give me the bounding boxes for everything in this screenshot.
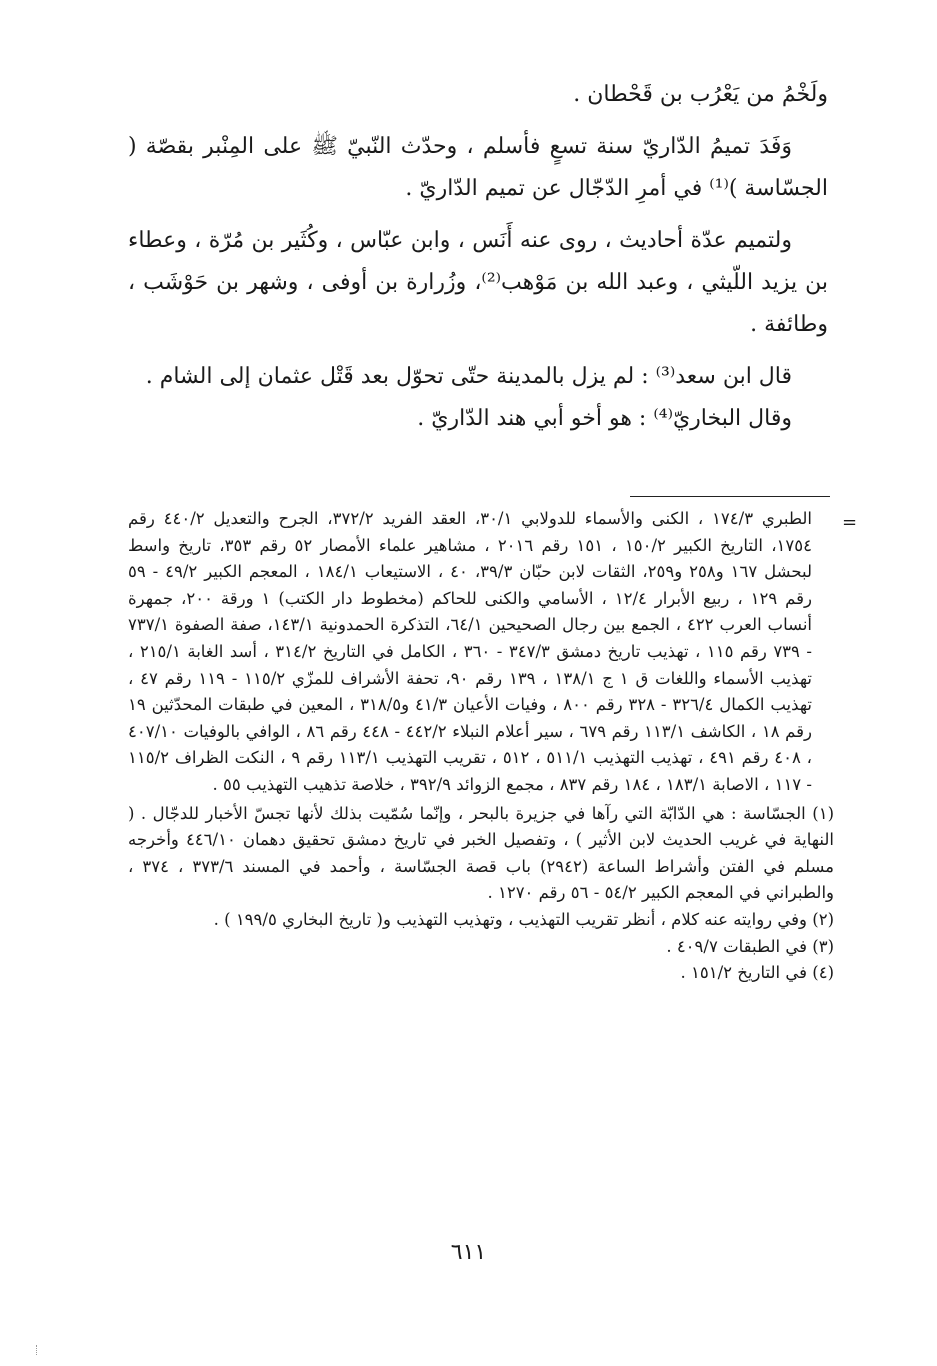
footnote-3: (٣) في الطبقات ٤٠٩/٧ . (666, 936, 834, 956)
footnote-sources: الطبري ١٧٤/٣ ، الكنى والأسماء للدولابي ٣٠/١، العقد الفريد ٣٧٢/٢، الجرح والتعديل ٤٤٠/٢ رقم ١٧٥٤، التاريخ الكبير ١٥٠/٢ ، ١٥١ رقم ٢٠١٦ ، مشاهير علماء الأمصار ٥٢ رقم ٣٥٣، تاريخ واسط لبحشل ١٦٧ و٢٥٨ و٢٥٩، الثقات لابن حبّان ٣٩/٣، ٤٠ ، الاستيعاب ١٨٤/١ ، المعجم الكبير ٤٩/٢ - ٥٩ رقم ١٢٩ ، ربيع الأبرار ١٢/٤ ، الأسامي والكنى للحاكم (مخطوط دار الكتب) ١ ورقة ٢٠٠، جمهرة أنساب العرب ٤٢٢ ، الجمع بين رجال الصحيحين ٦٤/١، التذكرة الحمدونية ١٤٣/١، صفة الصفوة ٧٣٧/١ - ٧٣٩ رقم ١١٥ ، تهذيب تاريخ دمشق ٣٤٧/٣ - ٣٦٠ ، الكامل في التاريخ ٣١٤/٢ ، أسد الغابة ٢١٥/١ ، تهذيب الأسماء واللغات ق ١ ج ١٣٨/١ ، ١٣٩ رقم ٩٠، تحفة الأشراف للمزّي ١١٥/٢ - ١١٩ رقم ٤٧ ، تهذيب الكمال ٣٢٦/٤ - ٣٢٨ رقم ٨٠٠ ، وفيات الأعيان ٤١/٣ و٣١٨/٥ ، المعين في طبقات المحدّثين ١٩ رقم ١٨ ، الكاشف ١١٣/١ رقم ٦٧٩ ، سير أعلام النبلاء ٤٤٢/٢ - ٤٤٨ رقم ٨٦ ، الوافي بالوفيات ٤٠٧/١٠ ، ٤٠٨ رقم ٤٩١ ، تهذيب التهذيب ٥١١/١ ، ٥١٢ ، تقريب التهذيب ١١٣/١ رقم ٩ ، النكت الظراف ١١٥/٢ - ١١٧ ، الاصابة ١٨٣/١ ، ١٨٤ رقم ٨٣٧ ، مجمع الزوائد ٣٩٢/٩ ، خلاصة تذهيب التهذيب ٥٥ . (128, 509, 813, 794)
footnote-4: (٤) في التاريخ ١٥١/٢ . (680, 963, 834, 983)
paragraph-1: ولَخْمُ من يَعْرُب بن قَحْطان . (573, 82, 828, 107)
paragraph-5: وقال البخاريّ⁽⁴⁾ : هو أخو أبي هند الدّاريّ . (417, 406, 792, 431)
paragraph-4: قال ابن سعد⁽³⁾ : لم يزل بالمدينة حتّى تحوّل بعد قَتْل عثمان إلى الشام . (145, 364, 792, 389)
paragraph-2: وَفَدَ تميمُ الدّاريّ سنة تسعٍ فأسلم ، وحدّث النّبيّ ﷺ على المِنْبر بقصّة ( الجسّاسة )⁽¹⁾ في أمرِ الدّجّال عن تميم الدّاريّ . (128, 134, 828, 201)
continuation-mark: = (842, 512, 858, 533)
footnote-1: (١) الجسّاسة : هي الدّابّة التي رآها في جزيرة بالبحر ، وإنّما سُمّيت بذلك لأنها تجسّ الأخبار للدجّال . ( النهاية في غريب الحديث لابن الأثير ) ، وتفصيل الخبر في تاريخ دمشق تحقيق دهمان ٤٤٦/١٠ وأخرجه مسلم في الفتن وأشراط الساعة (٢٩٤٢) باب قصة الجسّاسة ، وأحمد في المسند ٣٧٣/٦ ، ٣٧٤ ، والطبراني في المعجم الكبير ٥٤/٢ - ٥٦ رقم ١٢٧٠ . (128, 803, 835, 903)
footnote-separator (630, 496, 830, 497)
main-text (128, 74, 828, 440)
footnote-2: (٢) وفي روايته عنه كلام ، أنظر تقريب التهذيب ، وتهذيب التهذيب و( تاريخ البخاري ١٩٩/٥ ) . (213, 909, 834, 929)
scan-artifact (36, 1345, 39, 1355)
footnotes (128, 506, 834, 987)
page-number: ٦١١ (450, 1240, 487, 1265)
paragraph-3: ولتميم عدّة أحاديث ، روى عنه أَنَس ، وابن عبّاس ، وكُثَير بن مُرّة ، وعطاء بن يزيد اللّيثي ، وعبد الله بن مَوْهب⁽²⁾، وزُرارة بن أوفى ، وشهر بن حَوْشَب ، وطائفة . (128, 228, 829, 337)
